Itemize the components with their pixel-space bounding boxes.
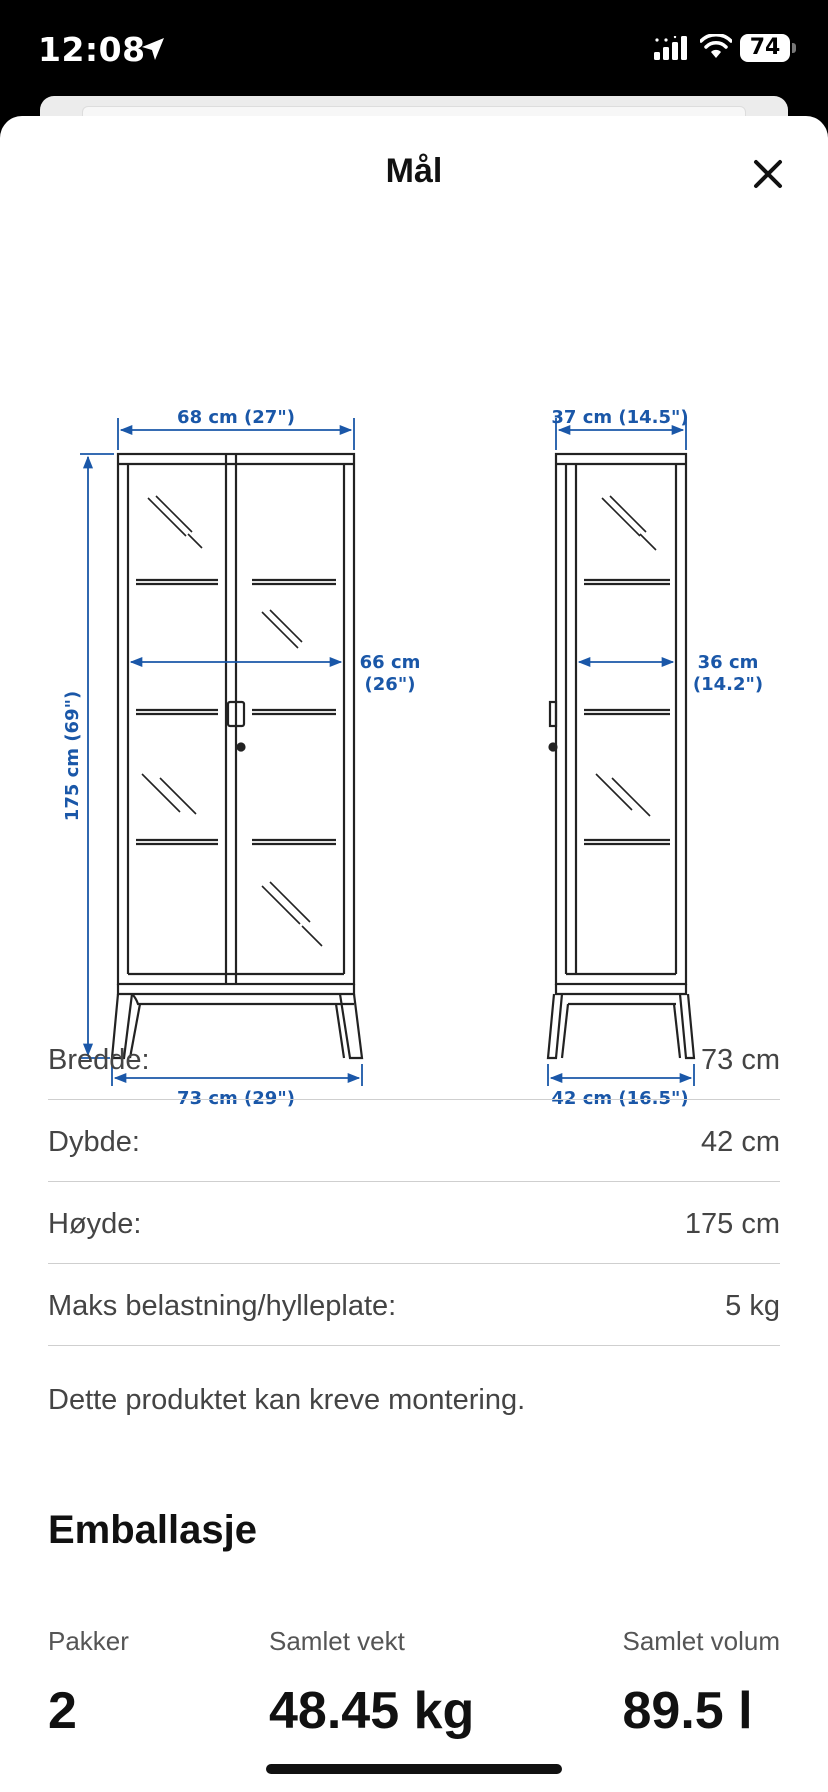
side-inner-depth-label-1: 36 cm bbox=[697, 652, 759, 673]
wifi-icon bbox=[700, 34, 732, 60]
dimensions-diagram bbox=[0, 266, 828, 1126]
side-top-depth-label: 37 cm (14.5") bbox=[551, 407, 689, 428]
packages-label: Pakker bbox=[48, 1626, 129, 1656]
sheet-title: Mål bbox=[385, 152, 443, 190]
packaging-title: Emballasje bbox=[48, 1508, 258, 1552]
status-bar bbox=[0, 0, 828, 100]
front-inner-width-label-2: (26") bbox=[364, 674, 416, 695]
weight-label: Samlet vekt bbox=[269, 1626, 405, 1656]
spec-label: Høyde: bbox=[48, 1208, 142, 1240]
front-view-cabinet bbox=[112, 454, 362, 1058]
spec-value: 175 cm bbox=[684, 1208, 780, 1240]
packages-value: 2 bbox=[48, 1682, 77, 1740]
side-bottom-depth-label: 42 cm (16.5") bbox=[551, 1088, 689, 1109]
spec-label: Dybde: bbox=[48, 1126, 140, 1158]
close-icon[interactable] bbox=[748, 154, 788, 194]
total-volume bbox=[623, 1626, 781, 1741]
front-inner-width-label-1: 66 cm bbox=[359, 652, 421, 673]
spec-label: Bredde: bbox=[48, 1044, 150, 1076]
total-weight bbox=[269, 1626, 474, 1741]
battery-tip bbox=[792, 43, 796, 53]
spec-value: 73 cm bbox=[701, 1044, 780, 1076]
spec-row-height bbox=[48, 1182, 780, 1264]
spec-value: 5 kg bbox=[725, 1290, 780, 1322]
packages-count bbox=[48, 1626, 129, 1741]
dimension-spec-list bbox=[48, 1018, 780, 1346]
spec-value: 42 cm bbox=[701, 1126, 780, 1158]
location-arrow-icon bbox=[140, 36, 166, 62]
cellular-signal-icon bbox=[654, 36, 690, 60]
dimensions-sheet bbox=[0, 116, 828, 1792]
front-bottom-width-label: 73 cm (29") bbox=[177, 1088, 295, 1109]
side-inner-depth-label-2: (14.2") bbox=[692, 674, 764, 695]
volume-label: Samlet volum bbox=[622, 1626, 780, 1656]
weight-value: 48.45 kg bbox=[269, 1682, 475, 1740]
side-view-cabinet bbox=[548, 454, 694, 1058]
home-indicator[interactable] bbox=[266, 1764, 562, 1774]
front-top-width-label: 68 cm (27") bbox=[177, 407, 295, 428]
spec-row-depth bbox=[48, 1100, 780, 1182]
spec-row-width bbox=[48, 1018, 780, 1100]
volume-value: 89.5 l bbox=[622, 1682, 753, 1740]
assembly-note: Dette produktet kan kreve montering. bbox=[48, 1384, 526, 1416]
status-time: 12:08 bbox=[38, 30, 146, 69]
battery-indicator: 74 bbox=[740, 34, 790, 62]
spec-label: Maks belastning/hylleplate: bbox=[48, 1290, 397, 1322]
front-height-label: 175 cm (69") bbox=[62, 690, 83, 822]
spec-row-max-load bbox=[48, 1264, 780, 1346]
